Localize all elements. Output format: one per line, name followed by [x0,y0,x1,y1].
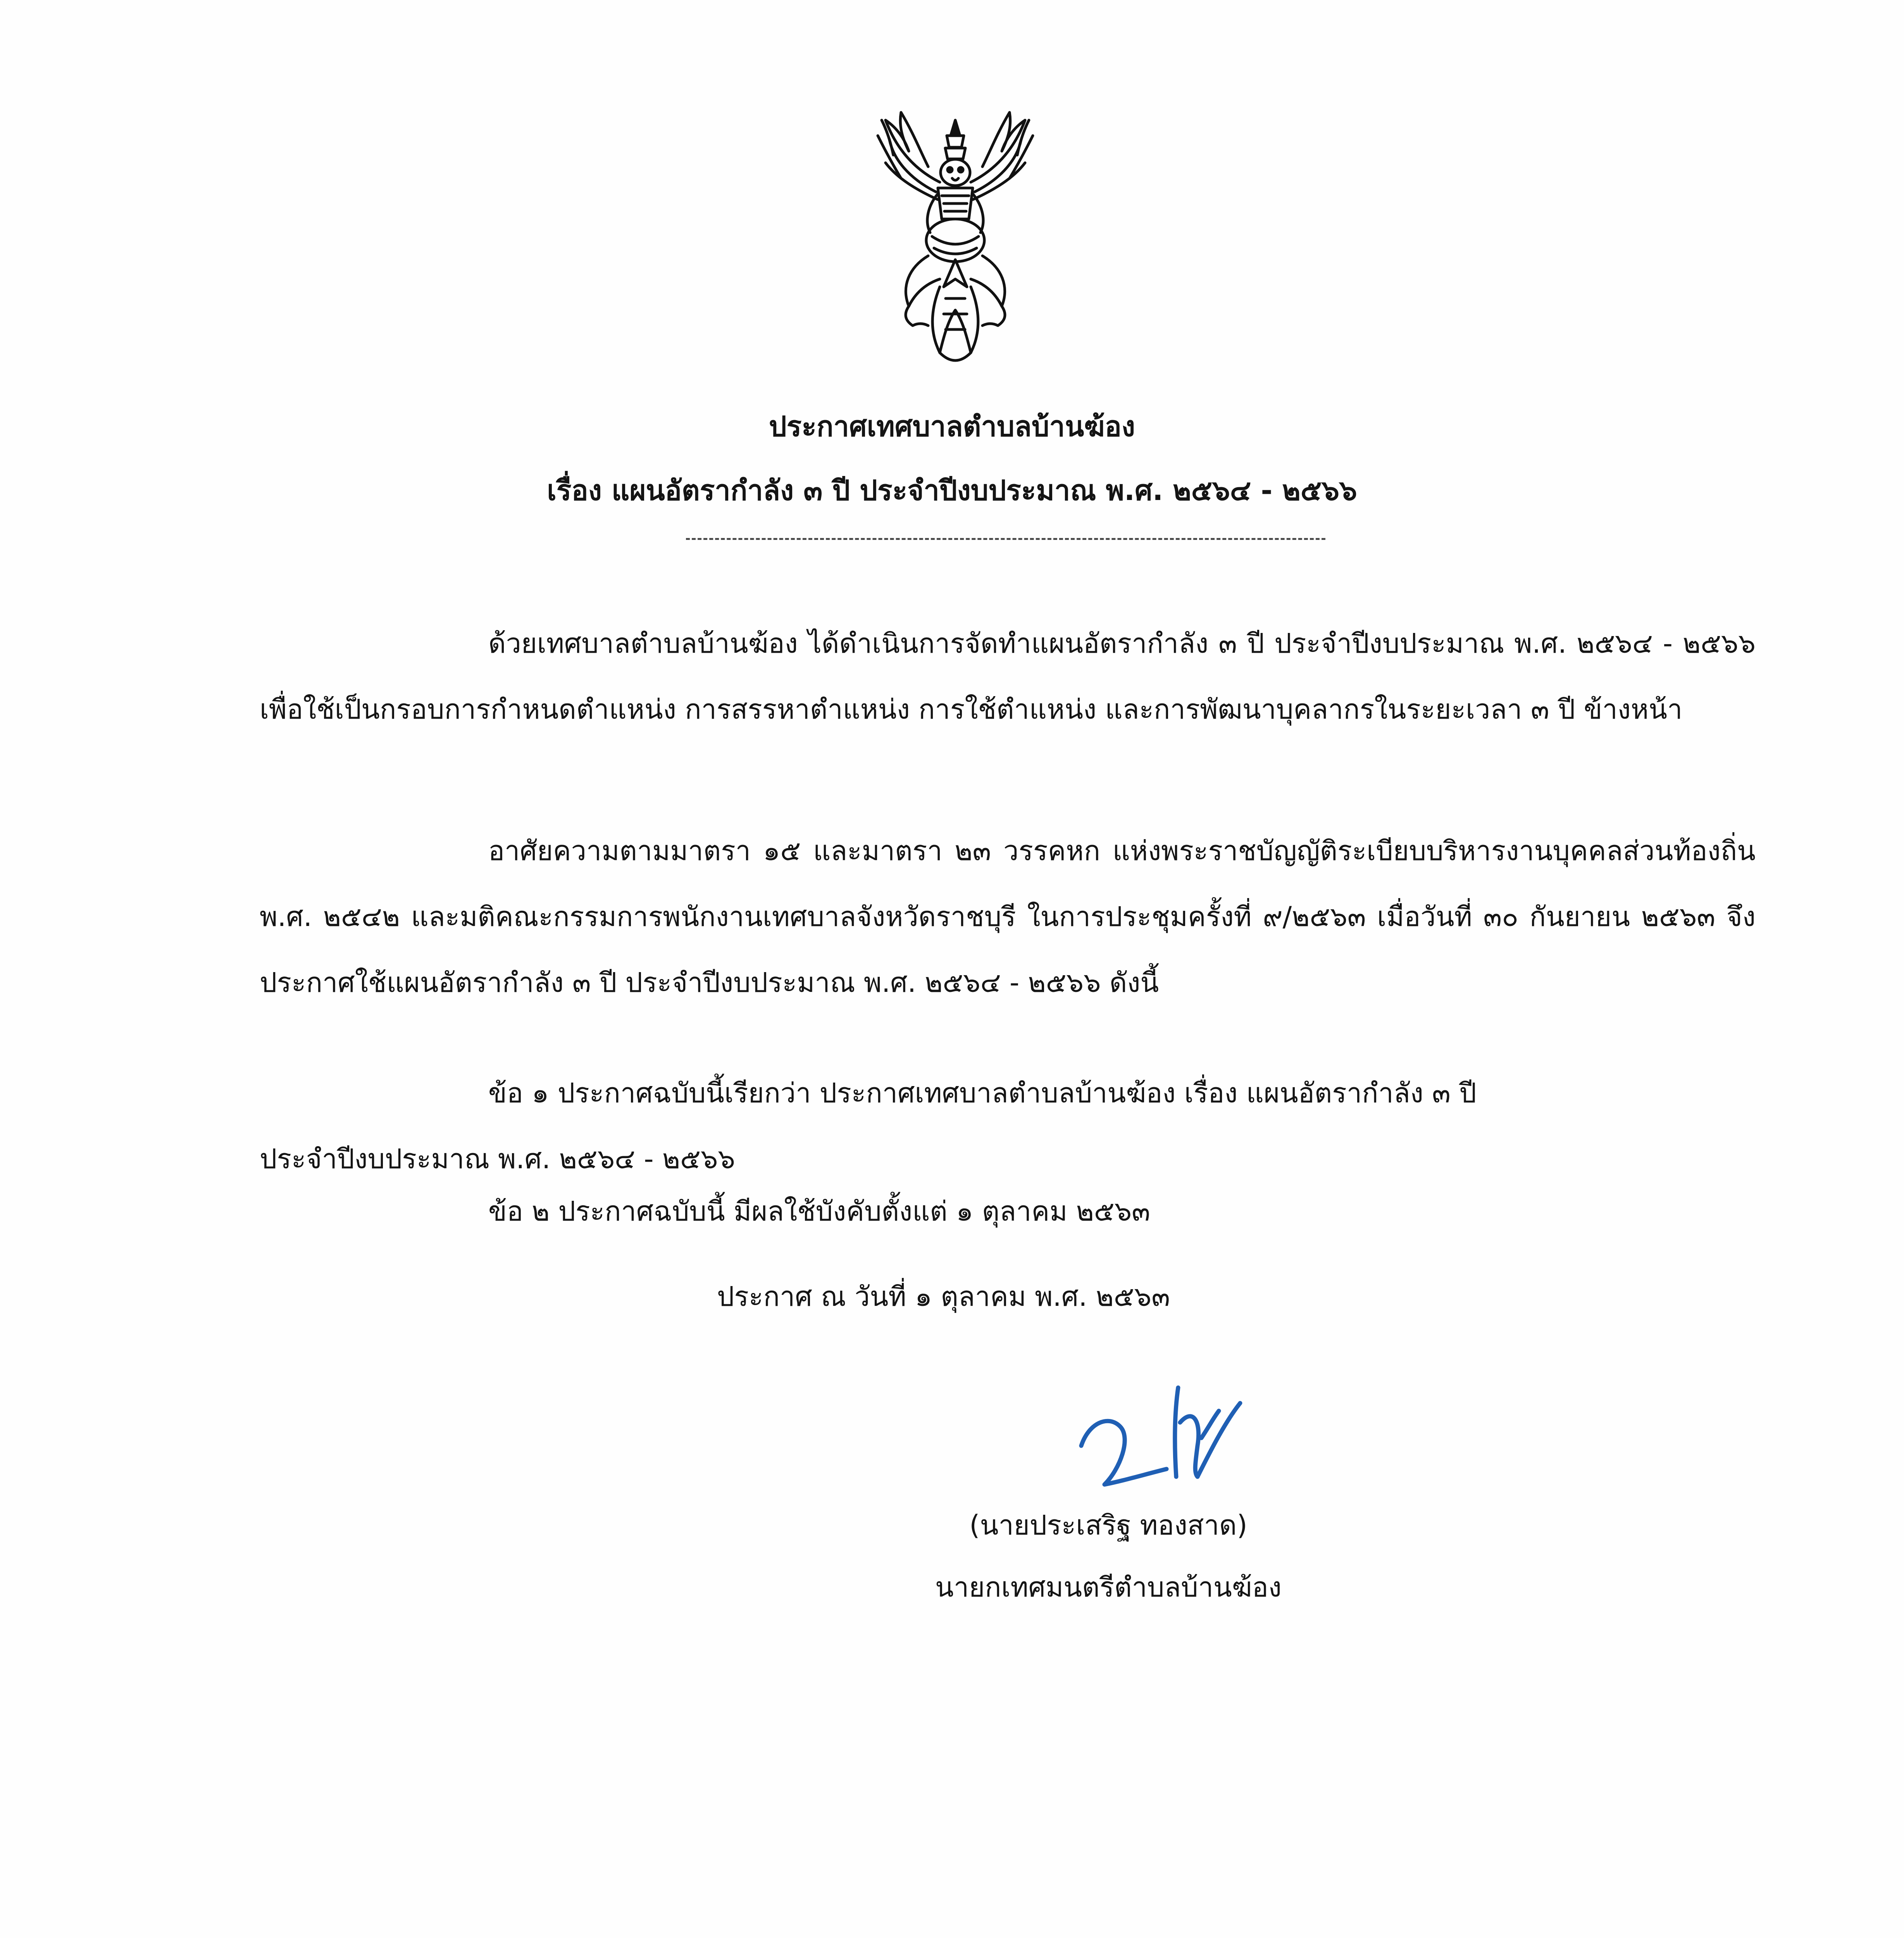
announcement-subject: เรื่อง แผนอัตรากำลัง ๓ ปี ประจำปีงบประมาณ พ.ศ. ๒๕๖๔ - ๒๕๖๖ [547,474,1357,507]
clause-2: ข้อ ๒ ประกาศฉบับนี้ มีผลใช้บังคับตั้งแต่ ๑ ตุลาคม ๒๕๖๓ [488,1195,1150,1227]
body-paragraph-1 [260,610,1756,742]
announcement-date: ประกาศ ณ วันที่ ๑ ตุลาคม พ.ศ. ๒๕๖๓ [717,1281,1170,1312]
signatory-name: (นายประเสริฐ ทองสาด) [969,1509,1248,1541]
announcement-title: ประกาศเทศบาลตำบลบ้านฆ้อง [769,410,1135,443]
clause-1: ข้อ ๑ ประกาศฉบับนี้เรียกว่า ประกาศเทศบาลตำบลบ้านฆ้อง เรื่อง แผนอัตรากำลัง ๓ ปี [488,1077,1477,1109]
body-paragraph-2 [260,818,1756,1016]
body-paragraph-1-text: ด้วยเทศบาลตำบลบ้านฆ้อง ได้ดำเนินการจัดทำแผนอัตรากำลัง ๓ ปี ประจำปีงบประมาณ พ.ศ. ๒๕๖๔ - ๒๕๖๖ เพื่อใช้เป็นกรอบการกำหนดตำแหน่ง การสรรหาตำแหน่ง การใช้ตำแหน่ง และการพัฒนาบุคลากรในระยะเวลา ๓ ปี ข้างหน้า [260,628,1756,725]
handwritten-signature [1077,1380,1279,1504]
body-paragraph-2-text: อาศัยความตามมาตรา ๑๕ และมาตรา ๒๓ วรรคหก แห่งพระราชบัญญัติระเบียบบริหารงานบุคคลส่วนท้องถิ่น พ.ศ. ๒๕๔๒ และมติคณะกรรมการพนักงานเทศบาลจังหวัดราชบุรี ในการประชุมครั้งที่ ๙/๒๕๖๓ เมื่อวันที่ ๓๐ กันยายน ๒๕๖๓ จึงประกาศใช้แผนอัตรากำลัง ๓ ปี ประจำปีงบประมาณ พ.ศ. ๒๕๖๔ - ๒๕๖๖ ดังนี้ [260,835,1756,998]
clause-1-continuation: ประจำปีงบประมาณ พ.ศ. ๒๕๖๔ - ๒๕๖๖ [260,1143,735,1175]
garuda-emblem-icon [862,105,1048,384]
signatory-title: นายกเทศมนตรีตำบลบ้านฆ้อง [935,1571,1282,1603]
heading-divider [686,538,1325,540]
